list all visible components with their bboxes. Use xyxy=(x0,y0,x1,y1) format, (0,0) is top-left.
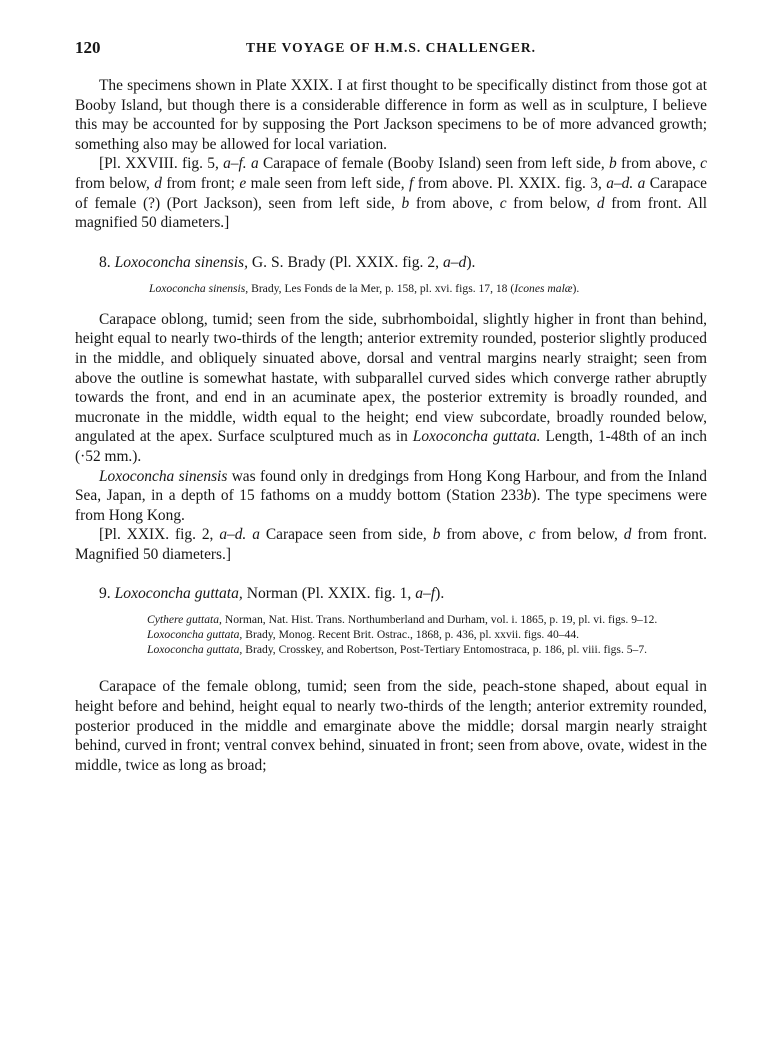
species-9-synonym-2: Loxoconcha guttata, Brady, Monog. Recent Brit. Ostrac., 1868, p. 436, pl. xxvii. figs. 40–44. xyxy=(147,628,580,642)
intro-paragraph: The specimens shown in Plate XXIX. I at first thought to be specifically distinct from those got at Booby Island, but though there is a considerable difference in form as well as in sculpture, I believe this may be accounted for by supposing the Port Jackson specimens to be of more advanced growth; something also may be allowed for local variation. xyxy=(75,77,707,153)
running-title: THE VOYAGE OF H.M.S. CHALLENGER. xyxy=(245,40,537,55)
species-9-synonym-1: Cythere guttata, Norman, Nat. Hist. Trans. Northumberland and Durham, vol. i. 1865, p. 19, pl. vi. figs. 9–12. xyxy=(147,613,658,627)
species-8-description: Carapace oblong, tumid; seen from the side, subrhomboidal, slightly higher in front than behind, height equal to nearly two-thirds of the length; anterior extremity rounded, posterior slightly produced in the middle, and obliquely sinuated above, dorsal and ventral margins nearly straight; seen from above the outline is somewhat hastate, with subparallel curved sides which converge rather abruptly towards the front, and end in an acuminate apex, the posterior extremity is broadly rounded, and mucronate in the middle, width equal to the height; end view subcordate, broadly rounded below, angulated at the apex. Surface sculptured much as in Loxoconcha guttata. Length, 1-48th of an inch (·52 mm.). xyxy=(75,310,708,465)
species-8-heading: 8. Loxoconcha sinensis, G. S. Brady (Pl. XXIX. fig. 2, a–d). xyxy=(99,253,476,271)
species-8-synonym: Loxoconcha sinensis, Brady, Les Fonds de la Mer, p. 158, pl. xvi. figs. 17, 18 (Icones malæ). xyxy=(149,281,580,295)
species-9-synonym-3: Loxoconcha guttata, Brady, Crosskey, and Robertson, Post-Tertiary Entomostraca, p. 186, pl. viii. figs. 5–7. xyxy=(147,643,648,657)
document-page xyxy=(75,38,707,775)
species-8-distribution: Loxoconcha sinensis was found only in dredgings from Hong Kong Harbour, and from the Inland Sea, Japan, in a depth of 15 fathoms on a muddy bottom (Station 233b). The type specimens were from Hong Kong. xyxy=(75,467,707,524)
species-8-plate-note: [Pl. XXIX. fig. 2, a–d. a Carapace seen from side, b from above, c from below, d from front. Magnified 50 diameters.] xyxy=(75,526,707,563)
page-header xyxy=(75,38,707,60)
species-9-heading: 9. Loxoconcha guttata, Norman (Pl. XXIX. fig. 1, a–f). xyxy=(99,585,445,603)
species-9-description: Carapace of the female oblong, tumid; seen from the side, peach-stone shaped, about equal in height before and behind, height equal to nearly two-thirds of the length; anterior extremity rounded, posterior produced in the middle and emarginate above the middle; dorsal margin nearly straight behind, curved in front; ventral convex behind, sinuated in front; seen from above, ovate, widest in the middle, twice as long as broad; xyxy=(75,678,707,774)
page-number: 120 xyxy=(75,38,101,57)
plate-note-xxviii: [Pl. XXVIII. fig. 5, a–f. a Carapace of female (Booby Island) seen from left side, b from above, c from below, d from front; e male seen from left side, f from above. Pl. XXIX. fig. 3, a–d. a Carapace of female (?) (Port Jackson), seen from left side, b from above, c from below, d from front. All magnified 50 diameters.] xyxy=(75,155,708,232)
